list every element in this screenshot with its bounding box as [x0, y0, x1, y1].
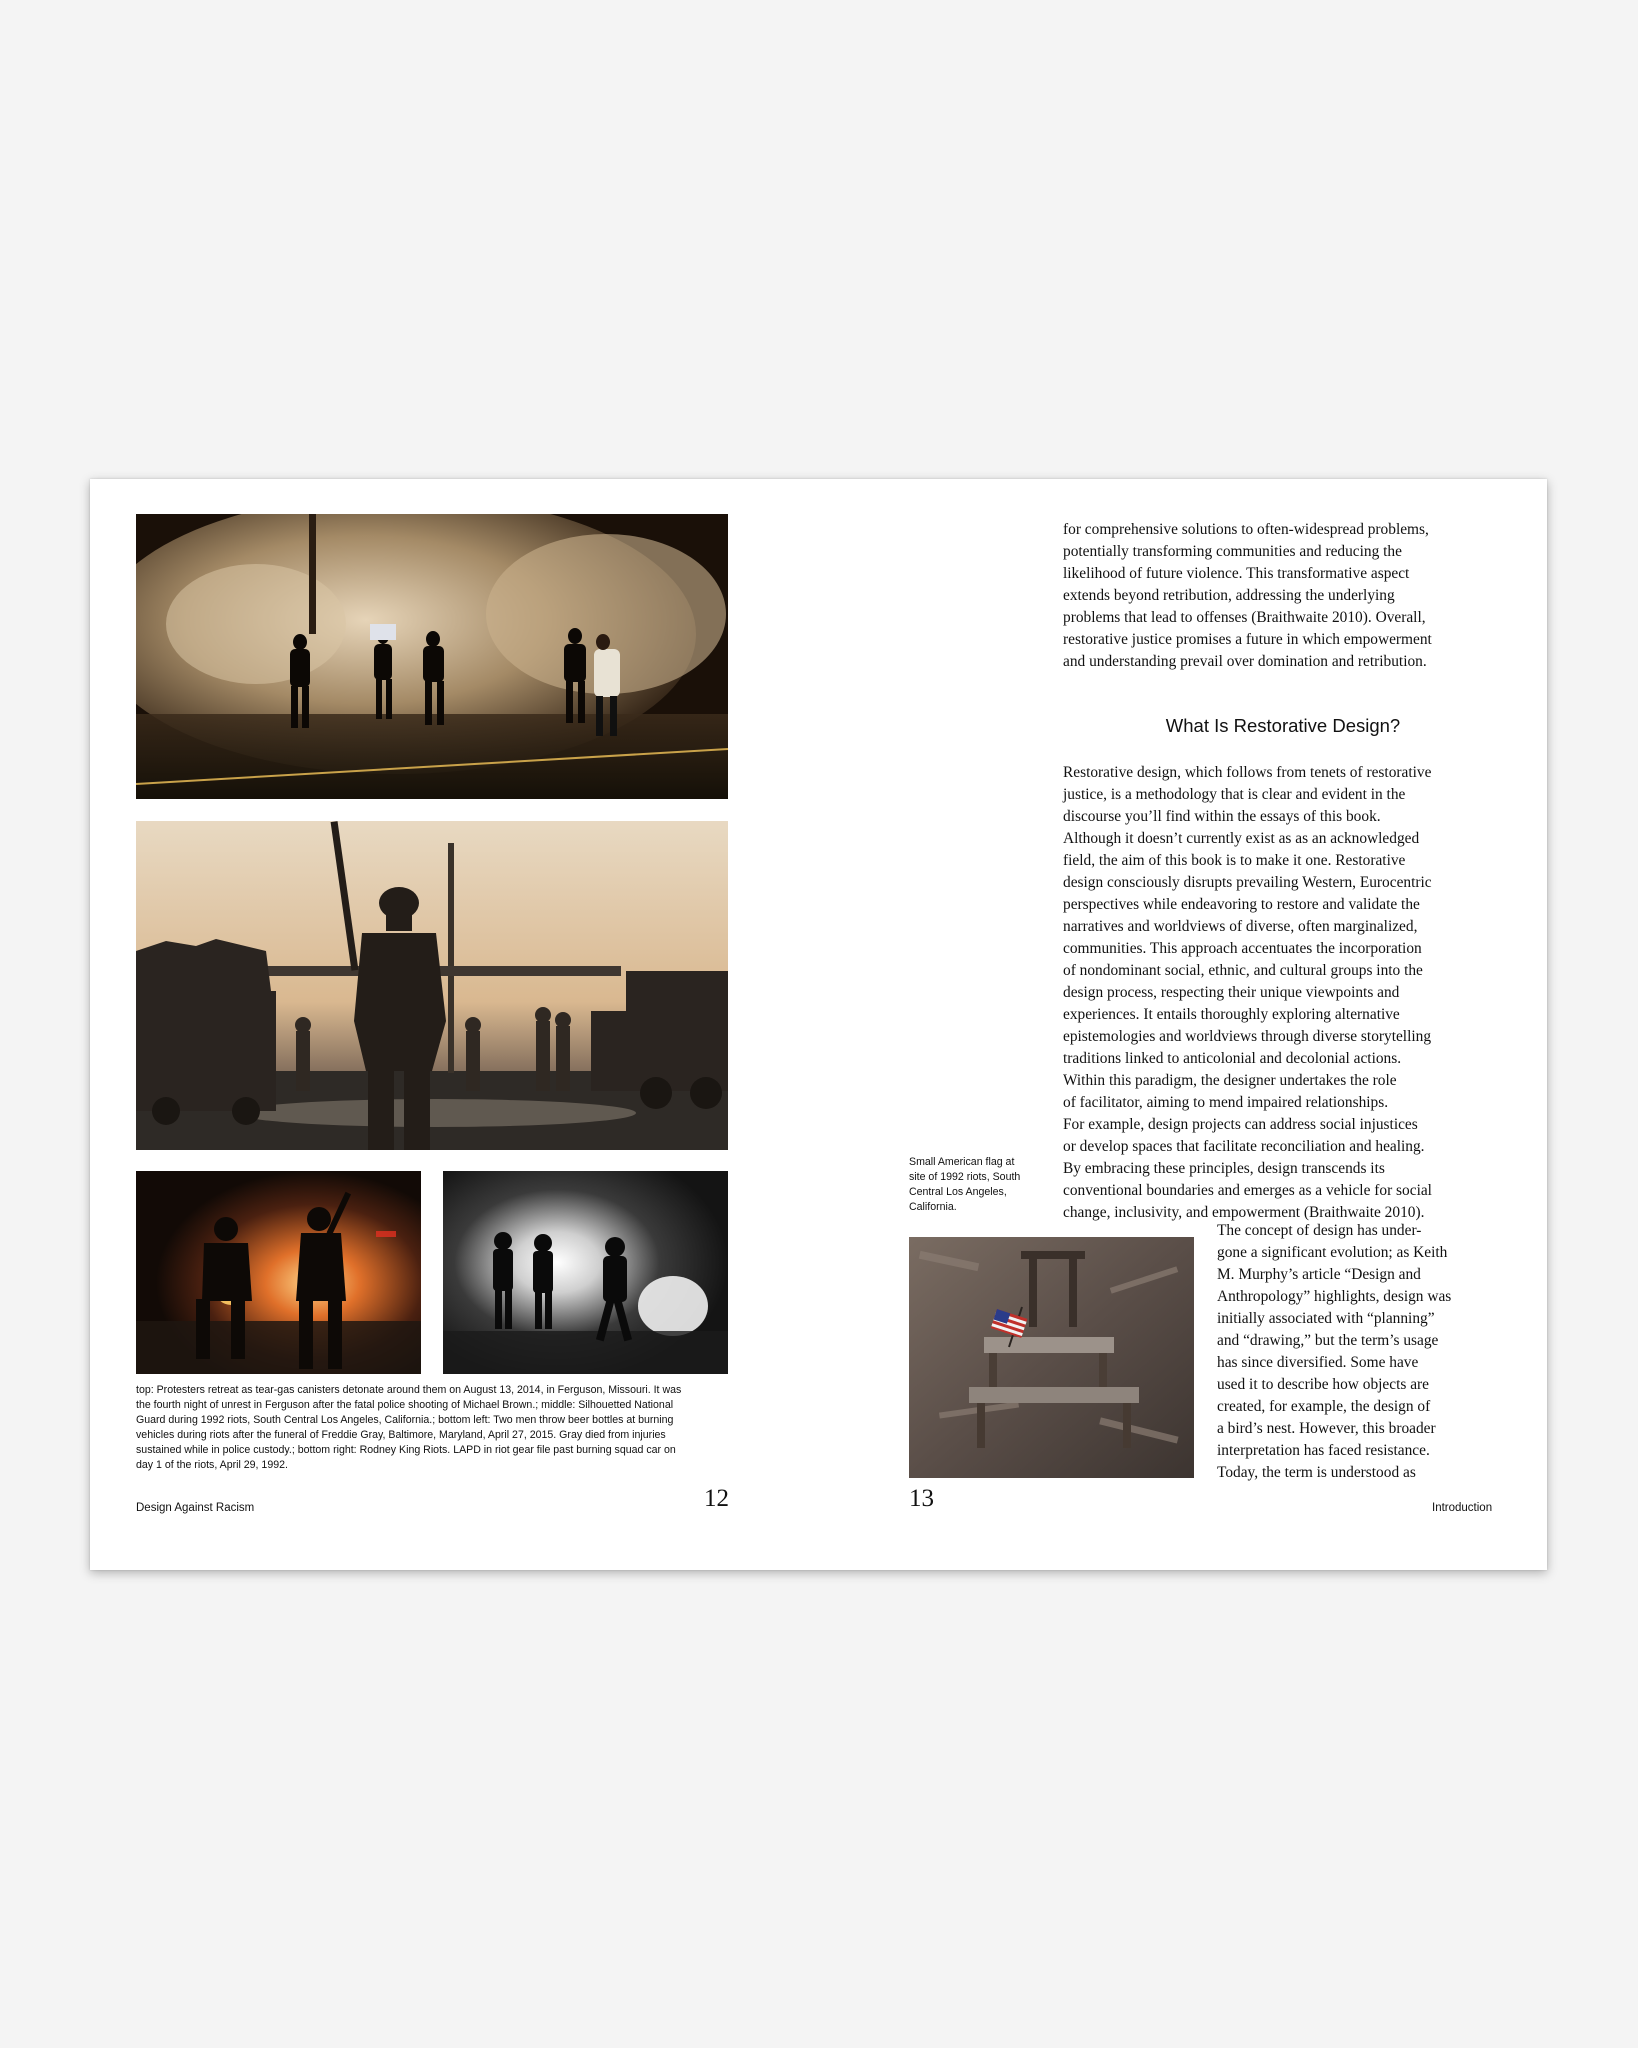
running-footer-book-title: Design Against Racism [136, 1502, 255, 1514]
photo-baltimore-riots [136, 1171, 421, 1374]
continued-paragraph: for comprehensive solutions to often-widespread problems, potentially transforming communities and reducing the likelihood of future violence. This transformative aspect extends beyond retribution, addressing the underlying problems that lead to offenses (Braithwaite 2010). Overall, restorative justice promises a future in which empowerment and understanding prevail over domination and retribution. [1063, 521, 1432, 670]
book-spread [90, 479, 1547, 1570]
photo-tear-gas-protest [136, 514, 728, 799]
section-heading: What Is Restorative Design? [1165, 715, 1401, 736]
design-evolution-paragraph: The concept of design has under- gone a significant evolution; as Keith M. Murphy’s article “Design and Anthropology” highlights, design was initially associated with “planning” and “drawing,” but the term’s usage has since diversified. Some have used it to describe how objects are created, for example, the design of a bird’s nest. However, this broader interpretation has faced resistance. Today, the term is understood as [1217, 1222, 1452, 1481]
photo-national-guard-silhouette [136, 821, 728, 1150]
running-footer-chapter: Introduction [1432, 1502, 1493, 1514]
left-page-photo-caption: top: Protesters retreat as tear-gas canisters detonate around them on August 13, 2014, in Ferguson, Missouri. It was the fourth night of unrest in Ferguson after the fatal police shooting of Michael Brown.; middle: Silhouetted National Guard during 1992 riots, South Central Los Angeles, California.; bottom left: Two men throw beer bottles at burning vehicles during riots after the funeral of Freddie Gray, Baltimore, Maryland, April 27, 2015. Gray died from injuries sustained while in police custody.; bottom right: Rodney King Riots. LAPD in riot gear file past burning squad car on day 1 of the riots, April 29, 1992. [136, 1384, 682, 1471]
flag-photo-caption: Small American flag at site of 1992 riots, South Central Los Angeles, California. [909, 1156, 1021, 1213]
page-number-left: 12 [704, 1485, 729, 1512]
page-number-right: 13 [909, 1485, 934, 1512]
photo-american-flag-bench [909, 1237, 1194, 1478]
photo-rodney-king-riots [443, 1171, 728, 1374]
restorative-design-paragraph: Restorative design, which follows from tenets of restorative justice, is a methodology that is clear and evident in the discourse you’ll find within the essays of this book. Although it doesn’t currently exist as as an acknowledged field, the aim of this book is to make it one. Restorative design consciously disrupts prevailing Western, Eurocentric perspectives while endeavoring to restore and validate the narratives and worldviews of diverse, often marginalized, communities. This approach accentuates the incorporation of nondominant social, ethnic, and cultural groups into the design process, respecting their unique viewpoints and experiences. It entails thoroughly exploring alternative epistemologies and worldviews through diverse storytelling traditions linked to anticolonial and decolonial actions. Within this paradigm, the designer undertakes the role of facilitator, aiming to mend impaired relationships. For example, design projects can address social injustices or develop spaces that facilitate reconciliation and healing. By embracing these principles, design transcends its conventional boundaries and emerges as a vehicle for social change, inclusivity, and empowerment (Braithwaite 2010). [1063, 764, 1432, 1221]
